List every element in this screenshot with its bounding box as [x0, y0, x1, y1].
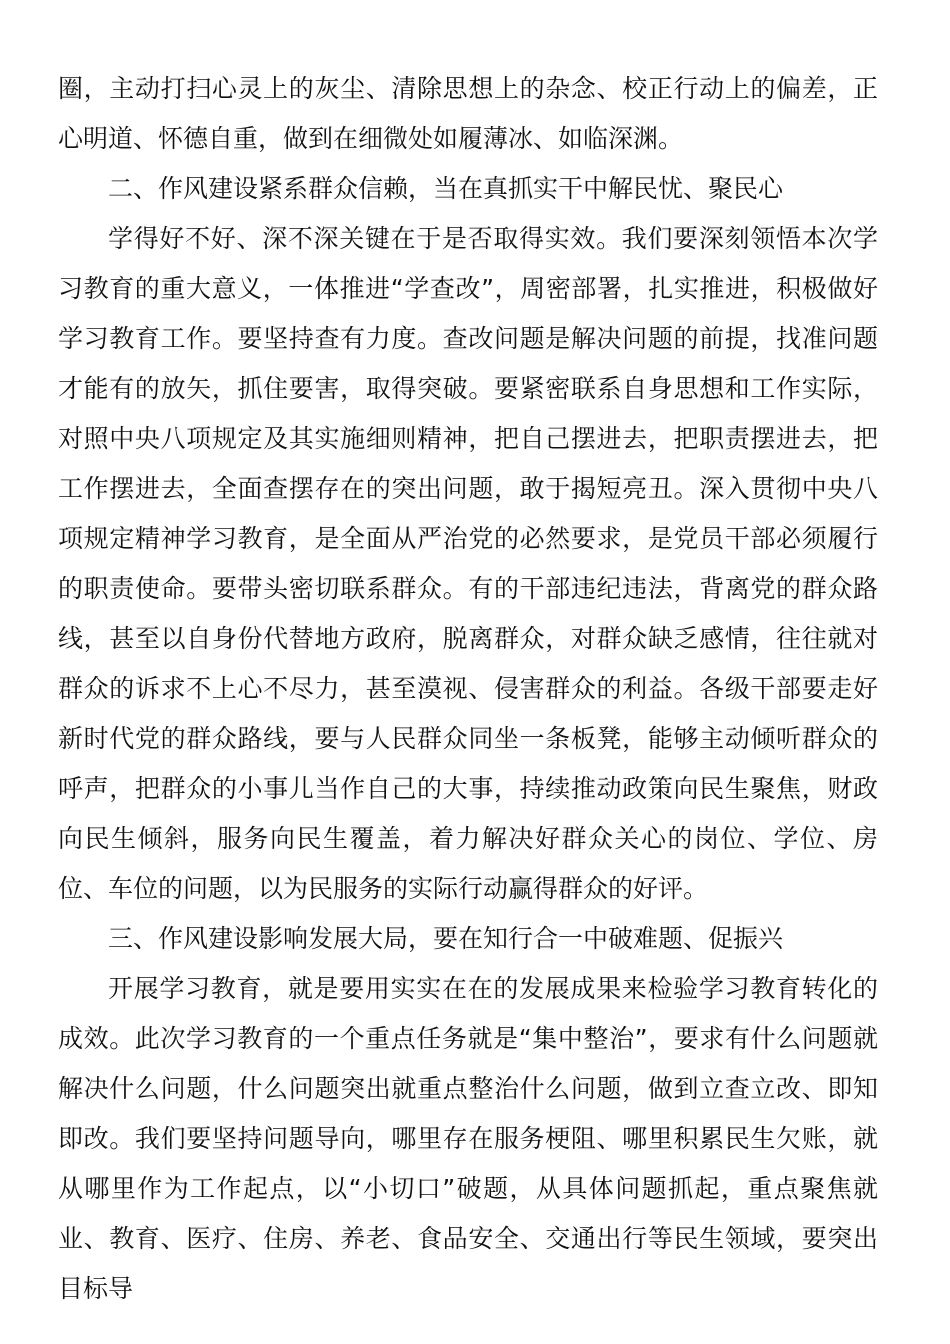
paragraph-section-2-body: 学得好不好、深不深关键在于是否取得实效。我们要深刻领悟本次学习教育的重大意义，一体推进“学查改”，周密部署，扎实推进，积极做好学习教育工作。要坚持查有力度。查改问题是解决问题的前提，找准问题才能有的放矢，抓住要害，取得突破。要紧密联系自身思想和工作实际，对照中央八项规定及其实施细则精神，把自己摆进去，把职责摆进去，把工作摆进去，全面查摆存在的突出问题，敢于揭短亮丑。深入贯彻中央八项规定精神学习教育，是全面从严治党的必然要求，是党员干部必须履行的职责使命。要带头密切联系群众。有的干部违纪违法，背离党的群众路线，甚至以自身份代替地方政府，脱离群众，对群众缺乏感情，往往就对群众的诉求不上心不尽力，甚至漠视、侵害群众的利益。各级干部要走好新时代党的群众路线，要与人民群众同坐一条板凳，能够主动倾听群众的呼声，把群众的小事儿当作自己的大事，持续推动政策向民生聚焦，财政向民生倾斜，服务向民生覆盖，着力解决好群众关心的岗位、学位、房位、车位的问题，以为民服务的实际行动赢得群众的好评。 [58, 224, 878, 903]
section-heading-2: 二、作风建设紧系群众信赖，当在真抓实干中解民忧、聚民心 [108, 174, 784, 203]
paragraph-section-3-body: 开展学习教育，就是要用实实在在的发展成果来检验学习教育转化的成效。此次学习教育的一个重点任务就是“集中整治”，要求有什么问题就解决什么问题，什么问题突出就重点整治什么问题，做到立查立改、即知即改。我们要坚持问题导向，哪里存在服务梗阻、哪里积累民生欠账，就从哪里作为工作起点，以“小切口”破题，从具体问题抓起，重点聚焦就业、教育、医疗、住房、养老、食品安全、交通出行等民生领域，要突出目标导 [58, 974, 878, 1303]
section-heading-3: 三、作风建设影响发展大局，要在知行合一中破难题、促振兴 [108, 924, 784, 953]
paragraph-continued: 圈，主动打扫心灵上的灰尘、清除思想上的杂念、校正行动上的偏差，正心明道、怀德自重，做到在细微处如履薄冰、如临深渊。 [58, 74, 878, 153]
document-page [58, 64, 878, 1314]
